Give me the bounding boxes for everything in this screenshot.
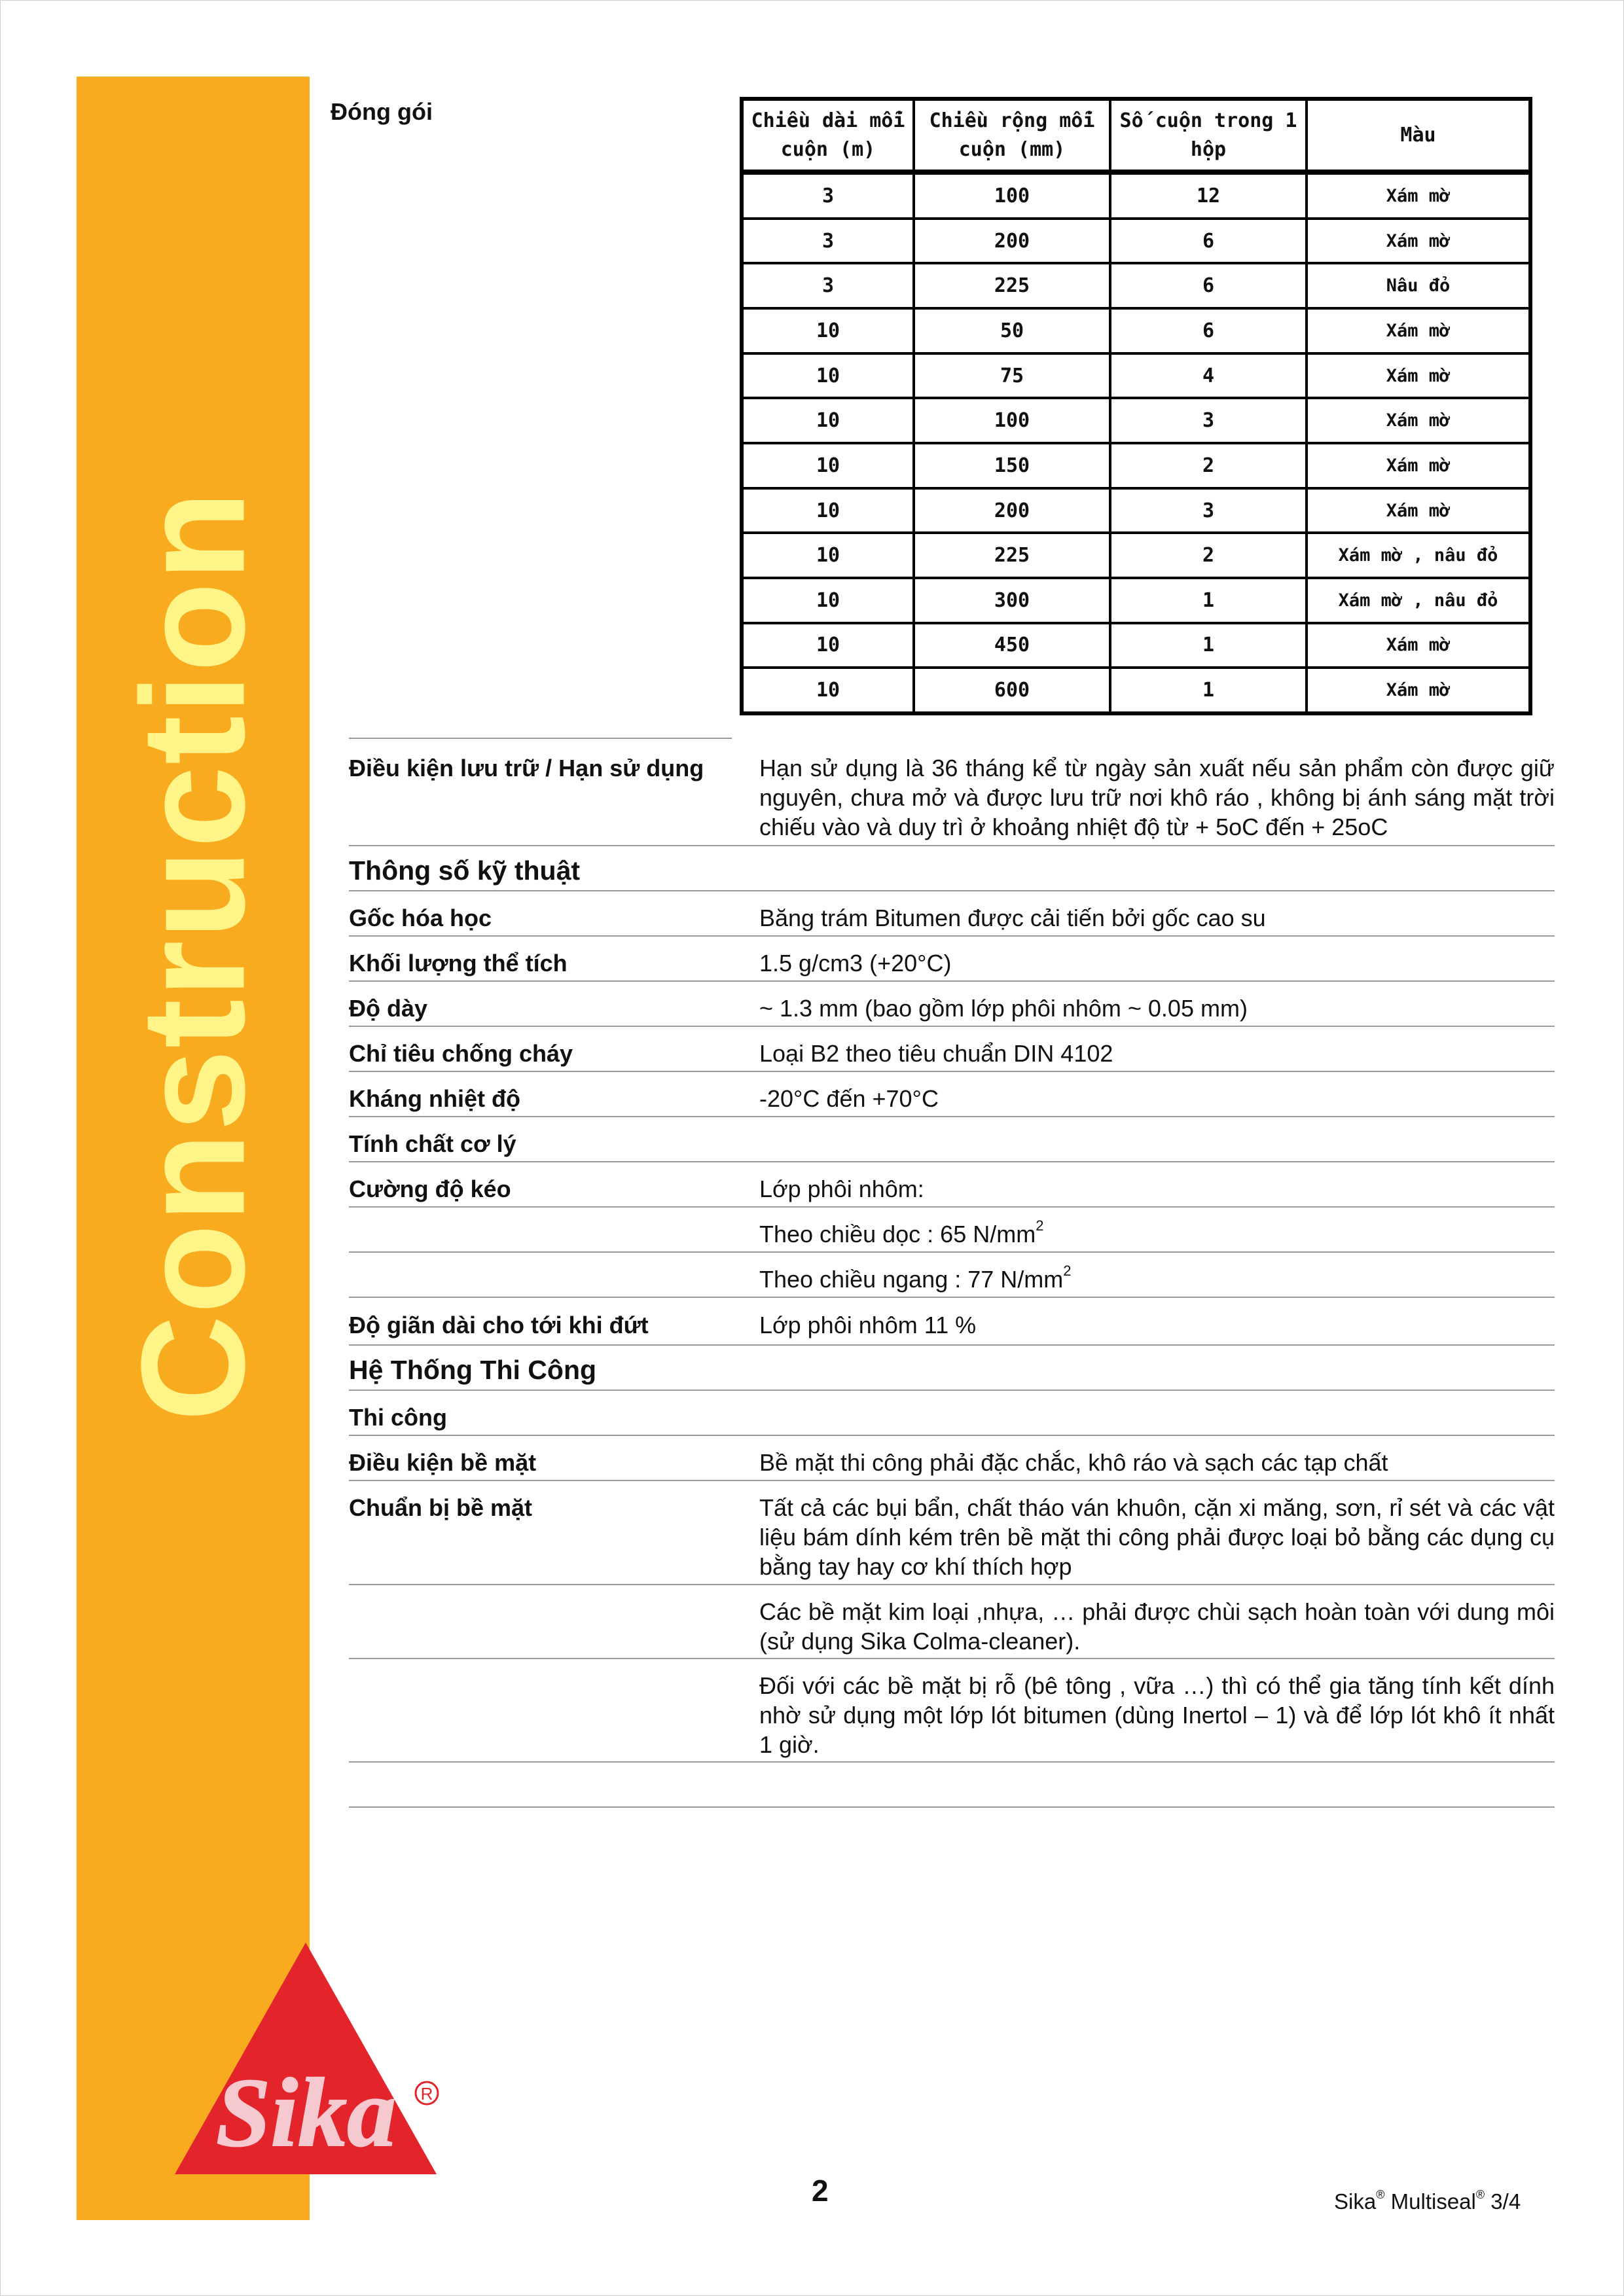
cell-count: 1 xyxy=(1110,578,1307,623)
mechanical-label: Tính chất cơ lý xyxy=(349,1130,516,1157)
section-divider xyxy=(349,738,732,739)
cell-length: 10 xyxy=(742,623,914,668)
cell-length: 10 xyxy=(742,578,914,623)
cell-width: 225 xyxy=(914,533,1110,578)
row-elongation xyxy=(349,1298,1555,1346)
table-row xyxy=(742,263,1530,308)
cell-width: 200 xyxy=(914,488,1110,533)
packaging-label: Đóng gói xyxy=(331,98,433,125)
row-tensile-2 xyxy=(349,1208,1555,1253)
footer-product: Multiseal xyxy=(1390,2189,1476,2214)
density-value: 1.5 g/cm3 (+20°C) xyxy=(759,950,952,977)
cell-color: Xám mờ xyxy=(1307,219,1530,264)
surface-prep-value-3: Đối với các bề mặt bị rỗ (bê tông , vữa …) thì có thể gia tăng tính kết dính nhờ sử dụng một lớp lót bitumen (dùng Inertol – 1) và để lớp lót khô ít nhất 1 giờ. xyxy=(759,1672,1555,1758)
table-row xyxy=(742,398,1530,443)
footer-brand: Sika xyxy=(1334,2189,1377,2214)
header-rolls-per-box: Số cuộn trong 1 hộp xyxy=(1110,99,1307,172)
sidebar-construction-title: Construction xyxy=(110,490,276,1422)
thickness-label: Độ dày xyxy=(349,995,428,1022)
tensile-value-3-text: Theo chiều ngang : 77 N/mm xyxy=(759,1266,1064,1293)
cell-color: Xám mờ xyxy=(1307,308,1530,353)
cell-count: 6 xyxy=(1110,219,1307,264)
cell-color: Xám mờ , nâu đỏ xyxy=(1307,533,1530,578)
cell-count: 12 xyxy=(1110,172,1307,219)
cell-count: 3 xyxy=(1110,398,1307,443)
cell-count: 2 xyxy=(1110,533,1307,578)
table-row xyxy=(742,308,1530,353)
row-heat-resistance xyxy=(349,1072,1555,1117)
cell-length: 10 xyxy=(742,668,914,713)
row-system-heading xyxy=(349,1346,1555,1391)
row-surface-prep-2 xyxy=(349,1585,1555,1659)
table-row xyxy=(742,533,1530,578)
chemical-base-value: Băng trám Bitumen được cải tiến bởi gốc cao su xyxy=(759,905,1266,931)
elongation-value: Lớp phôi nhôm 11 % xyxy=(759,1312,977,1338)
tech-heading: Thông số kỹ thuật xyxy=(349,855,581,886)
row-mechanical xyxy=(349,1117,1555,1162)
row-storage xyxy=(349,740,1555,846)
row-empty xyxy=(349,1763,1555,1808)
row-surface-prep-3 xyxy=(349,1659,1555,1763)
header-roll-width: Chiều rộng mỗi cuộn (mm) xyxy=(914,99,1110,172)
cell-color: Xám mờ xyxy=(1307,668,1530,713)
table-row xyxy=(742,219,1530,264)
cell-length: 10 xyxy=(742,353,914,399)
cell-count: 6 xyxy=(1110,263,1307,308)
cell-color: Xám mờ , nâu đỏ xyxy=(1307,578,1530,623)
table-row xyxy=(742,488,1530,533)
cell-color: Xám mờ xyxy=(1307,443,1530,488)
density-label: Khối lượng thể tích xyxy=(349,950,568,977)
row-tech-heading xyxy=(349,846,1555,891)
table-header-row xyxy=(742,99,1530,172)
spec-rows xyxy=(349,740,1555,1808)
cell-width: 200 xyxy=(914,219,1110,264)
page-number: 2 xyxy=(812,2174,829,2208)
surface-condition-value: Bề mặt thi công phải đặc chắc, khô ráo và sạch các tạp chất xyxy=(759,1449,1388,1476)
heat-resistance-value: -20°C đến +70°C xyxy=(759,1085,939,1112)
table-row xyxy=(742,668,1530,713)
cell-count: 4 xyxy=(1110,353,1307,399)
table-row xyxy=(742,578,1530,623)
storage-label: Điều kiện lưu trữ / Hạn sử dụng xyxy=(349,755,704,781)
svg-text:Sika: Sika xyxy=(216,2058,397,2167)
tensile-value-3 xyxy=(759,1265,1555,1294)
fire-rating-value: Loại B2 theo tiêu chuẩn DIN 4102 xyxy=(759,1040,1113,1067)
cell-width: 50 xyxy=(914,308,1110,353)
row-density xyxy=(349,937,1555,982)
cell-length: 10 xyxy=(742,443,914,488)
cell-length: 3 xyxy=(742,263,914,308)
cell-length: 10 xyxy=(742,533,914,578)
svg-text:R: R xyxy=(420,2084,433,2104)
cell-color: Xám mờ xyxy=(1307,172,1530,219)
table-row xyxy=(742,443,1530,488)
fire-rating-label: Chỉ tiêu chống cháy xyxy=(349,1040,573,1067)
cell-count: 6 xyxy=(1110,308,1307,353)
surface-prep-label: Chuẩn bị bề mặt xyxy=(349,1494,533,1521)
elongation-label: Độ giãn dài cho tới khi đứt xyxy=(349,1312,649,1338)
heat-resistance-label: Kháng nhiệt độ xyxy=(349,1085,520,1112)
cell-width: 100 xyxy=(914,398,1110,443)
row-fire-rating xyxy=(349,1027,1555,1072)
superscript-2: 2 xyxy=(1036,1217,1044,1234)
header-roll-length: Chiều dài mỗi cuộn (m) xyxy=(742,99,914,172)
cell-color: Xám mờ xyxy=(1307,353,1530,399)
tensile-value-1: Lớp phôi nhôm: xyxy=(759,1175,924,1202)
row-tensile-3 xyxy=(349,1253,1555,1298)
cell-color: Xám mờ xyxy=(1307,623,1530,668)
cell-width: 150 xyxy=(914,443,1110,488)
surface-condition-label: Điều kiện bề mặt xyxy=(349,1449,537,1476)
cell-width: 75 xyxy=(914,353,1110,399)
cell-width: 600 xyxy=(914,668,1110,713)
row-chemical-base xyxy=(349,891,1555,937)
cell-length: 3 xyxy=(742,172,914,219)
sika-logo-graphic xyxy=(171,1937,446,2179)
cell-count: 3 xyxy=(1110,488,1307,533)
cell-color: Nâu đỏ xyxy=(1307,263,1530,308)
cell-color: Xám mờ xyxy=(1307,488,1530,533)
cell-count: 1 xyxy=(1110,668,1307,713)
cell-width: 225 xyxy=(914,263,1110,308)
cell-length: 3 xyxy=(742,219,914,264)
footer-registered-1: ® xyxy=(1376,2188,1385,2201)
storage-value: Hạn sử dụng là 36 tháng kể từ ngày sản xuất nếu sản phẩm còn được giữ nguyên, chưa mở và được lưu trữ nơi khô ráo , không bị ánh sáng mặt trời chiếu vào và duy trì ở khoảng nhiệt độ từ + 5oC đến + 25oC xyxy=(759,755,1555,840)
application-label: Thi công xyxy=(349,1404,447,1431)
row-application xyxy=(349,1391,1555,1436)
cell-color: Xám mờ xyxy=(1307,398,1530,443)
cell-count: 1 xyxy=(1110,623,1307,668)
cell-length: 10 xyxy=(742,488,914,533)
tensile-value-2-text: Theo chiều dọc : 65 N/mm xyxy=(759,1221,1036,1247)
footer-registered-2: ® xyxy=(1475,2188,1485,2201)
cell-length: 10 xyxy=(742,308,914,353)
table-row xyxy=(742,353,1530,399)
surface-prep-value-1: Tất cả các bụi bẩn, chất tháo ván khuôn, cặn xi măng, sơn, rỉ sét và các vật liệu bám dính kém trên bề mặt thi công phải được loại bỏ bằng các dụng cụ bằng tay hay cơ khí thích hợp xyxy=(759,1494,1555,1580)
footer-version: 3/4 xyxy=(1490,2189,1521,2214)
cell-width: 450 xyxy=(914,623,1110,668)
sika-logo xyxy=(171,1937,446,2179)
cell-length: 10 xyxy=(742,398,914,443)
table-row xyxy=(742,623,1530,668)
system-heading: Hệ Thống Thi Công xyxy=(349,1355,597,1385)
packaging-table xyxy=(740,97,1532,715)
row-tensile-1 xyxy=(349,1162,1555,1208)
tensile-label: Cường độ kéo xyxy=(349,1175,511,1202)
row-surface-condition xyxy=(349,1436,1555,1481)
cell-count: 2 xyxy=(1110,443,1307,488)
tensile-value-2 xyxy=(759,1219,1555,1249)
superscript-2: 2 xyxy=(1063,1263,1072,1279)
header-color: Màu xyxy=(1307,99,1530,172)
table-row xyxy=(742,172,1530,219)
footer-product-ref xyxy=(1334,2189,1521,2214)
row-thickness xyxy=(349,982,1555,1027)
cell-width: 300 xyxy=(914,578,1110,623)
row-surface-prep-1 xyxy=(349,1481,1555,1585)
thickness-value: ~ 1.3 mm (bao gồm lớp phôi nhôm ~ 0.05 mm) xyxy=(759,995,1248,1022)
cell-width: 100 xyxy=(914,172,1110,219)
surface-prep-value-2: Các bề mặt kim loại ,nhựa, … phải được chùi sạch hoàn toàn với dung môi (sử dụng Sika Colma-cleaner). xyxy=(759,1598,1555,1655)
chemical-base-label: Gốc hóa học xyxy=(349,905,492,931)
